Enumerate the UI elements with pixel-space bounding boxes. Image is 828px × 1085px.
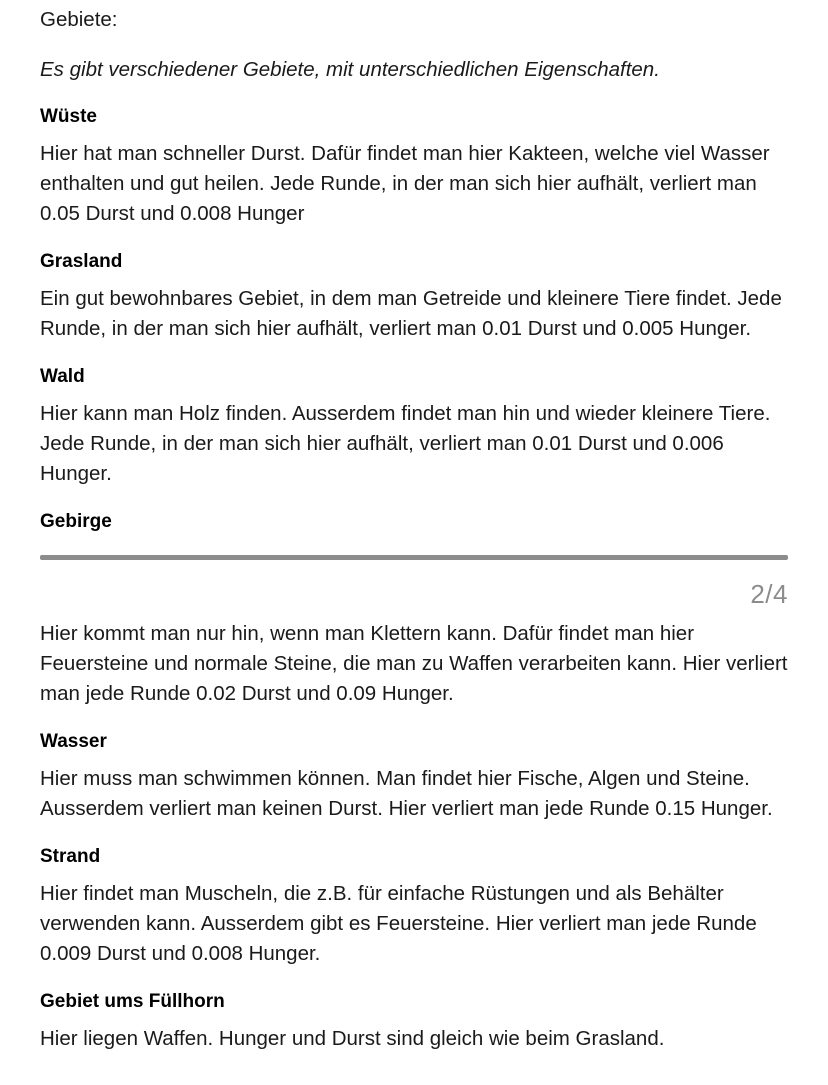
section-text-grasland: Ein gut bewohnbares Gebiet, in dem man Getreide und kleinere Tiere findet. Jede Runde, in der man sich hier aufhält, verliert man 0.01 Durst und 0.005 Hunger.	[40, 287, 782, 340]
section-text-gebiet-ums-fuellhorn: Hier liegen Waffen. Hunger und Durst sind gleich wie beim Grasland.	[40, 1027, 665, 1050]
section-heading-strand: Strand	[40, 846, 101, 867]
section-heading-wald: Wald	[40, 366, 85, 387]
section-heading-gebiet-ums-fuellhorn: Gebiet ums Füllhorn	[40, 991, 225, 1012]
section-text-wueste: Hier hat man schneller Durst. Dafür findet man hier Kakteen, welche viel Wasser enthalten und gut heilen. Jede Runde, in der man sich hier aufhält, verliert man 0.05 Durst und 0.008 Hunger	[40, 142, 770, 225]
section-heading-wueste: Wüste	[40, 106, 97, 127]
page-indicator: 2/4	[750, 579, 788, 609]
intro-note: Es gibt verschiedener Gebiete, mit unterschiedlichen Eigenschaften.	[40, 58, 660, 81]
section-text-wald: Hier kann man Holz finden. Ausserdem findet man hin und wieder kleinere Tiere. Jede Runde, in der man sich hier aufhält, verliert man 0.01 Durst und 0.006 Hunger.	[40, 402, 771, 485]
section-heading-gebirge: Gebirge	[40, 511, 112, 532]
section-text-gebirge: Hier kommt man nur hin, wenn man Klettern kann. Dafür findet man hier Feuersteine und normale Steine, die man zu Waffen verarbeiten kann. Hier verliert man jede Runde 0.02 Durst und 0.09 Hunger.	[40, 622, 788, 705]
section-heading-grasland: Grasland	[40, 251, 123, 272]
section-text-strand: Hier findet man Muscheln, die z.B. für einfache Rüstungen und als Behälter verwenden kann. Ausserdem gibt es Feuersteine. Hier verliert man jede Runde 0.009 Durst und 0.008 Hunger.	[40, 882, 757, 965]
section-text-wasser: Hier muss man schwimmen können. Man findet hier Fische, Algen und Steine. Ausserdem verliert man keinen Durst. Hier verliert man jede Runde 0.15 Hunger.	[40, 767, 773, 820]
section-heading-wasser: Wasser	[40, 731, 107, 752]
page-break-divider	[40, 555, 788, 560]
intro-label: Gebiete:	[40, 8, 118, 31]
